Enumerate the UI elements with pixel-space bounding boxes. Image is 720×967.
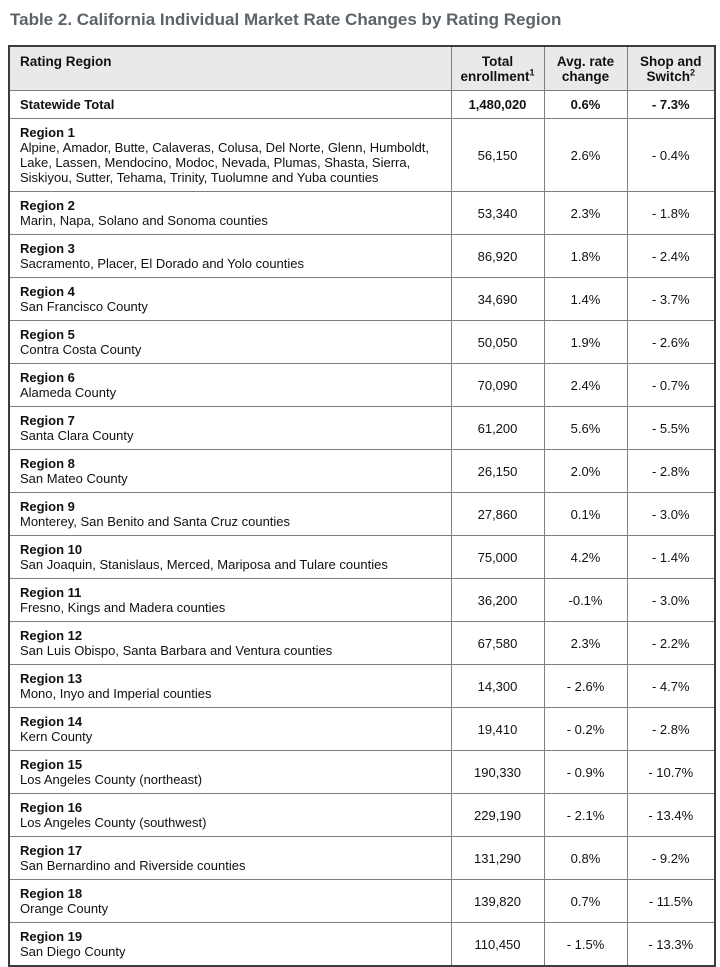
- region-cell: [9, 407, 451, 450]
- region-counties: San Mateo County: [20, 471, 128, 486]
- region-name: Region 16: [20, 800, 83, 815]
- table-row: [9, 794, 715, 837]
- region-counties: Los Angeles County (northeast): [20, 772, 203, 787]
- footnote-marker-1: 1: [529, 67, 535, 78]
- shop-and-switch-cell: - 10.7%: [627, 751, 715, 794]
- region-cell: [9, 923, 451, 967]
- header-total-enrollment: Total enrollment$^1$: [451, 46, 544, 91]
- enrollment-cell: 61,200: [451, 407, 544, 450]
- shop-and-switch-cell: - 2.8%: [627, 450, 715, 493]
- shop-and-switch-cell: - 3.0%: [627, 493, 715, 536]
- table-row: [9, 407, 715, 450]
- region-name: Region 18: [20, 886, 83, 901]
- avg-rate-change-cell: - 2.1%: [544, 794, 627, 837]
- enrollment-cell: 27,860: [451, 493, 544, 536]
- region-counties: Los Angeles County (southwest): [20, 815, 207, 830]
- avg-rate-change-cell: 2.0%: [544, 450, 627, 493]
- shop-and-switch-cell: - 11.5%: [627, 880, 715, 923]
- region-name: Region 2: [20, 198, 75, 213]
- region-name: Region 7: [20, 413, 75, 428]
- table-row: [9, 450, 715, 493]
- region-name: Region 10: [20, 542, 83, 557]
- rate-changes-table: [8, 45, 716, 967]
- region-counties: Alameda County: [20, 385, 117, 400]
- region-name: Statewide Total: [20, 97, 115, 112]
- avg-rate-change-cell: 0.8%: [544, 837, 627, 880]
- footnote-marker-2: 2: [690, 67, 696, 78]
- region-cell: [9, 708, 451, 751]
- avg-rate-change-cell: 2.3%: [544, 622, 627, 665]
- avg-rate-change-cell: 5.6%: [544, 407, 627, 450]
- region-name: Region 17: [20, 843, 83, 858]
- region-cell: [9, 493, 451, 536]
- enrollment-cell: 26,150: [451, 450, 544, 493]
- enrollment-cell: 190,330: [451, 751, 544, 794]
- region-name: Region 3: [20, 241, 75, 256]
- region-cell: [9, 751, 451, 794]
- avg-rate-change-cell: 2.6%: [544, 119, 627, 192]
- region-name: Region 11: [20, 585, 82, 600]
- enrollment-cell: 139,820: [451, 880, 544, 923]
- region-counties: Santa Clara County: [20, 428, 134, 443]
- header-row: [9, 46, 715, 91]
- region-cell: [9, 321, 451, 364]
- enrollment-cell: 67,580: [451, 622, 544, 665]
- avg-rate-change-cell: 0.6%: [544, 91, 627, 119]
- region-name: Region 14: [20, 714, 83, 729]
- table-body: [9, 91, 715, 967]
- enrollment-cell: 70,090: [451, 364, 544, 407]
- table-row: [9, 536, 715, 579]
- avg-rate-change-cell: 2.4%: [544, 364, 627, 407]
- shop-and-switch-cell: - 0.7%: [627, 364, 715, 407]
- shop-and-switch-cell: - 2.4%: [627, 235, 715, 278]
- table-row: [9, 364, 715, 407]
- avg-rate-change-cell: - 0.2%: [544, 708, 627, 751]
- avg-rate-change-cell: 2.3%: [544, 192, 627, 235]
- region-cell: [9, 192, 451, 235]
- region-cell: [9, 837, 451, 880]
- shop-and-switch-cell: - 0.4%: [627, 119, 715, 192]
- table-row: [9, 708, 715, 751]
- enrollment-cell: 53,340: [451, 192, 544, 235]
- region-counties: Marin, Napa, Solano and Sonoma counties: [20, 213, 268, 228]
- table-row: [9, 119, 715, 192]
- region-cell: [9, 364, 451, 407]
- shop-and-switch-cell: - 9.2%: [627, 837, 715, 880]
- region-counties: Contra Costa County: [20, 342, 142, 357]
- shop-and-switch-cell: - 13.4%: [627, 794, 715, 837]
- shop-and-switch-cell: - 2.6%: [627, 321, 715, 364]
- region-name: Region 6: [20, 370, 75, 385]
- avg-rate-change-cell: - 0.9%: [544, 751, 627, 794]
- region-counties: Mono, Inyo and Imperial counties: [20, 686, 212, 701]
- avg-rate-change-cell: - 1.5%: [544, 923, 627, 967]
- table-row: [9, 192, 715, 235]
- table-row: [9, 923, 715, 967]
- region-cell: [9, 880, 451, 923]
- region-name: Region 8: [20, 456, 75, 471]
- region-counties: Orange County: [20, 901, 109, 916]
- enrollment-cell: 19,410: [451, 708, 544, 751]
- region-counties: San Bernardino and Riverside counties: [20, 858, 246, 873]
- enrollment-cell: 50,050: [451, 321, 544, 364]
- shop-and-switch-cell: - 1.8%: [627, 192, 715, 235]
- region-name: Region 12: [20, 628, 83, 643]
- region-cell: [9, 119, 451, 192]
- enrollment-cell: 36,200: [451, 579, 544, 622]
- avg-rate-change-cell: 1.9%: [544, 321, 627, 364]
- region-counties: San Joaquin, Stanislaus, Merced, Mariposa and Tulare counties: [20, 557, 388, 572]
- region-name: Region 15: [20, 757, 83, 772]
- region-counties: Monterey, San Benito and Santa Cruz counties: [20, 514, 291, 529]
- avg-rate-change-cell: 0.1%: [544, 493, 627, 536]
- table-row: [9, 837, 715, 880]
- avg-rate-change-cell: 1.4%: [544, 278, 627, 321]
- header-rating-region: Rating Region: [9, 46, 451, 91]
- avg-rate-change-cell: - 2.6%: [544, 665, 627, 708]
- enrollment-cell: 1,480,020: [451, 91, 544, 119]
- region-cell: [9, 794, 451, 837]
- avg-rate-change-cell: 1.8%: [544, 235, 627, 278]
- enrollment-cell: 34,690: [451, 278, 544, 321]
- enrollment-cell: 131,290: [451, 837, 544, 880]
- region-counties: Sacramento, Placer, El Dorado and Yolo counties: [20, 256, 305, 271]
- region-counties: San Francisco County: [20, 299, 148, 314]
- table-header: [9, 46, 715, 91]
- region-cell: [9, 665, 451, 708]
- table-row: [9, 278, 715, 321]
- table-row: [9, 235, 715, 278]
- region-name: Region 9: [20, 499, 75, 514]
- region-cell: [9, 579, 451, 622]
- enrollment-cell: 56,150: [451, 119, 544, 192]
- region-cell: [9, 450, 451, 493]
- region-counties: Alpine, Amador, Butte, Calaveras, Colusa, Del Norte, Glenn, Humboldt, Lake, Lassen, Mendocino, Modoc, Nevada, Plumas, Shasta, Sierra, Siskiyou, Sutter, Tehama, Trinity, Tuolumne and Yuba counties: [20, 140, 429, 185]
- shop-and-switch-cell: - 4.7%: [627, 665, 715, 708]
- avg-rate-change-cell: 0.7%: [544, 880, 627, 923]
- shop-and-switch-cell: - 3.0%: [627, 579, 715, 622]
- region-cell: [9, 235, 451, 278]
- region-counties: San Diego County: [20, 944, 126, 959]
- region-cell: [9, 536, 451, 579]
- avg-rate-change-cell: 4.2%: [544, 536, 627, 579]
- region-cell: [9, 278, 451, 321]
- avg-rate-change-cell: -0.1%: [544, 579, 627, 622]
- shop-and-switch-cell: - 2.8%: [627, 708, 715, 751]
- shop-and-switch-cell: - 3.7%: [627, 278, 715, 321]
- region-name: Region 1: [20, 125, 75, 140]
- enrollment-cell: 14,300: [451, 665, 544, 708]
- region-name: Region 5: [20, 327, 75, 342]
- region-counties: San Luis Obispo, Santa Barbara and Ventura counties: [20, 643, 333, 658]
- region-cell: [9, 91, 451, 119]
- table-row: [9, 579, 715, 622]
- table-row: [9, 880, 715, 923]
- table-row: [9, 321, 715, 364]
- table-row: [9, 665, 715, 708]
- enrollment-cell: 86,920: [451, 235, 544, 278]
- header-avg-rate-change: Avg. rate change: [544, 46, 627, 91]
- shop-and-switch-cell: - 2.2%: [627, 622, 715, 665]
- region-counties: Fresno, Kings and Madera counties: [20, 600, 226, 615]
- region-counties: Kern County: [20, 729, 93, 744]
- shop-and-switch-cell: - 7.3%: [627, 91, 715, 119]
- shop-and-switch-cell: - 1.4%: [627, 536, 715, 579]
- shop-and-switch-cell: - 5.5%: [627, 407, 715, 450]
- table-title: Table 2. California Individual Market Rate Changes by Rating Region: [10, 10, 562, 29]
- region-cell: [9, 622, 451, 665]
- table-row: [9, 751, 715, 794]
- enrollment-cell: 229,190: [451, 794, 544, 837]
- region-name: Region 4: [20, 284, 75, 299]
- header-shop-and-switch: Shop and Switch$^2$: [627, 46, 715, 91]
- enrollment-cell: 75,000: [451, 536, 544, 579]
- table-row: [9, 91, 715, 119]
- region-name: Region 13: [20, 671, 83, 686]
- shop-and-switch-cell: - 13.3%: [627, 923, 715, 967]
- region-name: Region 19: [20, 929, 83, 944]
- enrollment-cell: 110,450: [451, 923, 544, 967]
- table-row: [9, 622, 715, 665]
- table-row: [9, 493, 715, 536]
